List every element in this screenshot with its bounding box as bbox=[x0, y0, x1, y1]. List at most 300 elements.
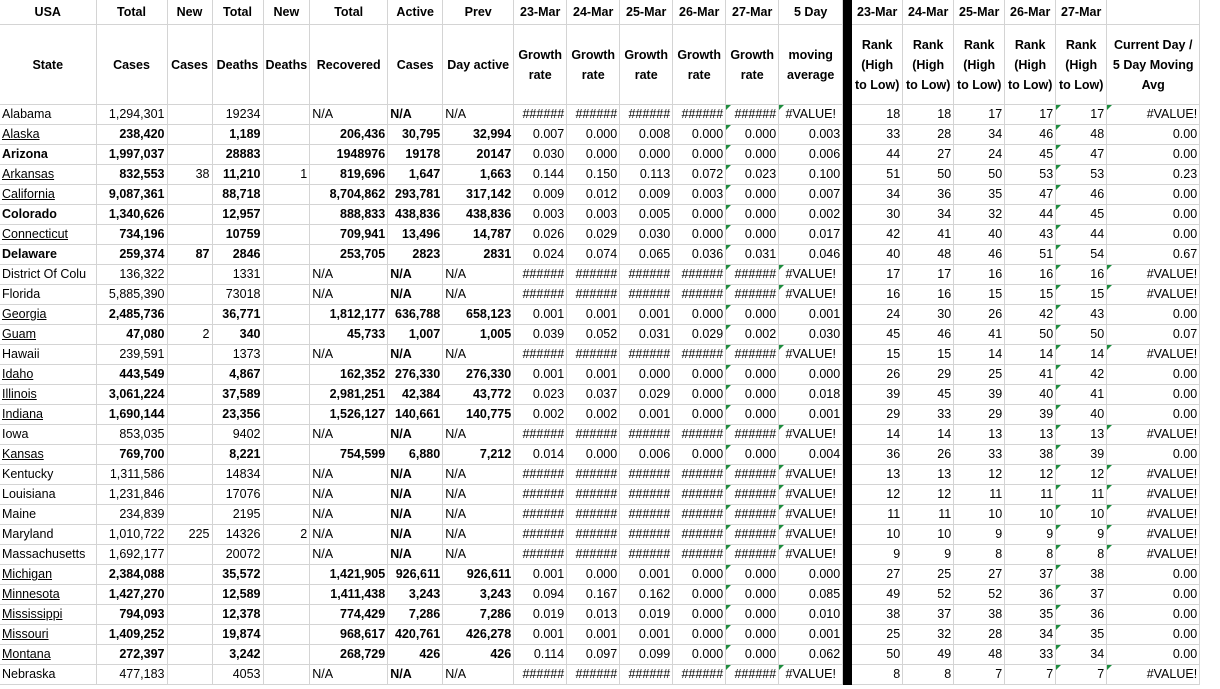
total-deaths-cell[interactable]: 73018 bbox=[212, 285, 263, 305]
growth-23-mar-cell[interactable]: ###### bbox=[514, 265, 567, 285]
header-rank-25-mar[interactable]: 25-Mar bbox=[954, 0, 1005, 25]
prev-day-active-cell[interactable]: 438,836 bbox=[443, 205, 514, 225]
rank-25-mar-cell[interactable]: 13 bbox=[954, 425, 1005, 445]
total-recovered-cell[interactable]: 45,733 bbox=[310, 325, 388, 345]
rank-26-mar-cell[interactable]: 11 bbox=[1005, 485, 1056, 505]
rank-25-mar-cell[interactable]: 24 bbox=[954, 145, 1005, 165]
rank-24-mar-cell[interactable]: 28 bbox=[903, 125, 954, 145]
total-cases-cell[interactable]: 443,549 bbox=[96, 365, 167, 385]
rank-24-mar-cell[interactable]: 49 bbox=[903, 645, 954, 665]
growth-24-mar-cell[interactable]: 0.097 bbox=[567, 645, 620, 665]
growth-23-mar-cell[interactable]: 0.144 bbox=[514, 165, 567, 185]
rank-27-mar-cell[interactable]: 7 bbox=[1056, 665, 1107, 685]
header-total-deaths[interactable]: Total bbox=[212, 0, 263, 25]
new-cases-cell[interactable] bbox=[167, 225, 212, 245]
total-deaths-cell[interactable]: 12,589 bbox=[212, 585, 263, 605]
current-vs-avg-cell[interactable]: 0.00 bbox=[1107, 305, 1200, 325]
growth-25-mar-cell[interactable]: ###### bbox=[620, 425, 673, 445]
current-vs-avg-cell[interactable]: #VALUE! bbox=[1107, 465, 1200, 485]
new-cases-cell[interactable] bbox=[167, 485, 212, 505]
rank-23-mar-cell[interactable]: 30 bbox=[852, 205, 903, 225]
growth-23-mar-cell[interactable]: ###### bbox=[514, 105, 567, 125]
rank-25-mar-cell[interactable]: 39 bbox=[954, 385, 1005, 405]
growth-27-mar-cell[interactable]: 0.031 bbox=[726, 245, 779, 265]
rank-23-mar-cell[interactable]: 51 bbox=[852, 165, 903, 185]
rank-23-mar-cell[interactable]: 40 bbox=[852, 245, 903, 265]
rank-24-mar-cell[interactable]: 27 bbox=[903, 145, 954, 165]
growth-25-mar-cell[interactable]: ###### bbox=[620, 465, 673, 485]
new-cases-cell[interactable] bbox=[167, 605, 212, 625]
active-cases-cell[interactable]: 926,611 bbox=[388, 565, 443, 585]
growth-23-mar-cell[interactable]: 0.039 bbox=[514, 325, 567, 345]
growth-25-mar-cell[interactable]: 0.008 bbox=[620, 125, 673, 145]
growth-26-mar-cell[interactable]: 0.000 bbox=[673, 405, 726, 425]
state-link[interactable]: Kansas bbox=[0, 445, 96, 465]
rank-23-mar-cell[interactable]: 10 bbox=[852, 525, 903, 545]
rank-27-mar-cell[interactable]: 10 bbox=[1056, 505, 1107, 525]
growth-27-mar-cell[interactable]: ###### bbox=[726, 105, 779, 125]
current-vs-avg-cell[interactable]: #VALUE! bbox=[1107, 525, 1200, 545]
active-cases-cell[interactable]: N/A bbox=[388, 485, 443, 505]
state-name-cell[interactable]: Alabama bbox=[0, 105, 96, 125]
total-cases-cell[interactable]: 1,409,252 bbox=[96, 625, 167, 645]
growth-25-mar-cell[interactable]: ###### bbox=[620, 345, 673, 365]
total-cases-cell[interactable]: 47,080 bbox=[96, 325, 167, 345]
rank-26-mar-cell[interactable]: 14 bbox=[1005, 345, 1056, 365]
rank-25-mar-cell[interactable]: 8 bbox=[954, 545, 1005, 565]
total-cases-cell[interactable]: 1,294,301 bbox=[96, 105, 167, 125]
active-cases-cell[interactable]: 3,243 bbox=[388, 585, 443, 605]
rank-23-mar-cell[interactable]: 45 bbox=[852, 325, 903, 345]
new-cases-cell[interactable] bbox=[167, 465, 212, 485]
rank-24-mar-cell[interactable]: 8 bbox=[903, 665, 954, 685]
rank-26-mar-cell[interactable]: 10 bbox=[1005, 505, 1056, 525]
moving-average-cell[interactable]: 0.004 bbox=[779, 445, 843, 465]
active-cases-cell[interactable]: 1,647 bbox=[388, 165, 443, 185]
prev-day-active-cell[interactable]: 43,772 bbox=[443, 385, 514, 405]
current-vs-avg-cell[interactable]: 0.00 bbox=[1107, 405, 1200, 425]
active-cases-cell[interactable]: 13,496 bbox=[388, 225, 443, 245]
current-vs-avg-cell[interactable]: 0.00 bbox=[1107, 445, 1200, 465]
state-name-cell[interactable]: Massachusetts bbox=[0, 545, 96, 565]
rank-24-mar-cell[interactable]: 50 bbox=[903, 165, 954, 185]
state-link[interactable]: California bbox=[0, 185, 96, 205]
rank-23-mar-cell[interactable]: 18 bbox=[852, 105, 903, 125]
moving-average-cell[interactable]: 0.002 bbox=[779, 205, 843, 225]
growth-24-mar-cell[interactable]: 0.000 bbox=[567, 445, 620, 465]
growth-26-mar-cell[interactable]: 0.072 bbox=[673, 165, 726, 185]
state-link[interactable]: Michigan bbox=[0, 565, 96, 585]
header-rank-26-mar[interactable]: Rank (High to Low) bbox=[1005, 25, 1056, 105]
rank-27-mar-cell[interactable]: 15 bbox=[1056, 285, 1107, 305]
rank-23-mar-cell[interactable]: 16 bbox=[852, 285, 903, 305]
rank-25-mar-cell[interactable]: 40 bbox=[954, 225, 1005, 245]
total-deaths-cell[interactable]: 12,378 bbox=[212, 605, 263, 625]
rank-26-mar-cell[interactable]: 47 bbox=[1005, 185, 1056, 205]
growth-23-mar-cell[interactable]: ###### bbox=[514, 545, 567, 565]
rank-23-mar-cell[interactable]: 29 bbox=[852, 405, 903, 425]
growth-24-mar-cell[interactable]: ###### bbox=[567, 665, 620, 685]
moving-average-cell[interactable]: #VALUE! bbox=[779, 485, 843, 505]
growth-27-mar-cell[interactable]: 0.000 bbox=[726, 565, 779, 585]
rank-26-mar-cell[interactable]: 12 bbox=[1005, 465, 1056, 485]
header-growth-26-mar[interactable]: 26-Mar bbox=[673, 0, 726, 25]
growth-24-mar-cell[interactable]: ###### bbox=[567, 425, 620, 445]
growth-26-mar-cell[interactable]: ###### bbox=[673, 505, 726, 525]
current-vs-avg-cell[interactable]: 0.07 bbox=[1107, 325, 1200, 345]
moving-average-cell[interactable]: 0.017 bbox=[779, 225, 843, 245]
rank-23-mar-cell[interactable]: 36 bbox=[852, 445, 903, 465]
current-vs-avg-cell[interactable]: 0.00 bbox=[1107, 565, 1200, 585]
rank-26-mar-cell[interactable]: 16 bbox=[1005, 265, 1056, 285]
prev-day-active-cell[interactable]: 926,611 bbox=[443, 565, 514, 585]
prev-day-active-cell[interactable]: N/A bbox=[443, 105, 514, 125]
total-recovered-cell[interactable]: N/A bbox=[310, 545, 388, 565]
new-deaths-cell[interactable] bbox=[263, 385, 310, 405]
total-recovered-cell[interactable]: 253,705 bbox=[310, 245, 388, 265]
rank-23-mar-cell[interactable]: 49 bbox=[852, 585, 903, 605]
state-link[interactable]: Indiana bbox=[0, 405, 96, 425]
rank-26-mar-cell[interactable]: 43 bbox=[1005, 225, 1056, 245]
total-deaths-cell[interactable]: 4053 bbox=[212, 665, 263, 685]
growth-27-mar-cell[interactable]: 0.000 bbox=[726, 385, 779, 405]
new-cases-cell[interactable]: 225 bbox=[167, 525, 212, 545]
growth-24-mar-cell[interactable]: 0.000 bbox=[567, 565, 620, 585]
active-cases-cell[interactable]: 2823 bbox=[388, 245, 443, 265]
header-new-deaths[interactable]: Deaths bbox=[263, 25, 310, 105]
rank-24-mar-cell[interactable]: 37 bbox=[903, 605, 954, 625]
rank-25-mar-cell[interactable]: 35 bbox=[954, 185, 1005, 205]
growth-26-mar-cell[interactable]: 0.036 bbox=[673, 245, 726, 265]
prev-day-active-cell[interactable]: N/A bbox=[443, 345, 514, 365]
total-deaths-cell[interactable]: 23,356 bbox=[212, 405, 263, 425]
rank-25-mar-cell[interactable]: 41 bbox=[954, 325, 1005, 345]
rank-23-mar-cell[interactable]: 50 bbox=[852, 645, 903, 665]
total-cases-cell[interactable]: 1,340,626 bbox=[96, 205, 167, 225]
total-cases-cell[interactable]: 259,374 bbox=[96, 245, 167, 265]
growth-24-mar-cell[interactable]: 0.167 bbox=[567, 585, 620, 605]
active-cases-cell[interactable]: N/A bbox=[388, 285, 443, 305]
header-active-cases[interactable]: Cases bbox=[388, 25, 443, 105]
rank-27-mar-cell[interactable]: 37 bbox=[1056, 585, 1107, 605]
rank-23-mar-cell[interactable]: 34 bbox=[852, 185, 903, 205]
header-rank-25-mar[interactable]: Rank (High to Low) bbox=[954, 25, 1005, 105]
growth-25-mar-cell[interactable]: 0.030 bbox=[620, 225, 673, 245]
header-growth-26-mar[interactable]: Growth rate bbox=[673, 25, 726, 105]
growth-27-mar-cell[interactable]: 0.000 bbox=[726, 365, 779, 385]
rank-26-mar-cell[interactable]: 50 bbox=[1005, 325, 1056, 345]
prev-day-active-cell[interactable]: N/A bbox=[443, 545, 514, 565]
growth-24-mar-cell[interactable]: ###### bbox=[567, 525, 620, 545]
growth-23-mar-cell[interactable]: ###### bbox=[514, 485, 567, 505]
total-recovered-cell[interactable]: N/A bbox=[310, 505, 388, 525]
growth-27-mar-cell[interactable]: 0.000 bbox=[726, 625, 779, 645]
rank-23-mar-cell[interactable]: 42 bbox=[852, 225, 903, 245]
active-cases-cell[interactable]: 420,761 bbox=[388, 625, 443, 645]
total-cases-cell[interactable]: 1,997,037 bbox=[96, 145, 167, 165]
active-cases-cell[interactable]: 30,795 bbox=[388, 125, 443, 145]
total-recovered-cell[interactable]: 888,833 bbox=[310, 205, 388, 225]
growth-26-mar-cell[interactable]: 0.000 bbox=[673, 145, 726, 165]
state-link[interactable]: Missouri bbox=[0, 625, 96, 645]
rank-25-mar-cell[interactable]: 48 bbox=[954, 645, 1005, 665]
new-cases-cell[interactable] bbox=[167, 385, 212, 405]
total-deaths-cell[interactable]: 1,189 bbox=[212, 125, 263, 145]
new-cases-cell[interactable] bbox=[167, 105, 212, 125]
state-name-cell[interactable]: Kentucky bbox=[0, 465, 96, 485]
rank-27-mar-cell[interactable]: 48 bbox=[1056, 125, 1107, 145]
rank-26-mar-cell[interactable]: 44 bbox=[1005, 205, 1056, 225]
current-vs-avg-cell[interactable]: #VALUE! bbox=[1107, 545, 1200, 565]
prev-day-active-cell[interactable]: 140,775 bbox=[443, 405, 514, 425]
growth-26-mar-cell[interactable]: 0.000 bbox=[673, 445, 726, 465]
header-current-vs-avg[interactable]: Current Day / 5 Day Moving Avg bbox=[1107, 25, 1200, 105]
moving-average-cell[interactable]: 0.085 bbox=[779, 585, 843, 605]
total-recovered-cell[interactable]: 1948976 bbox=[310, 145, 388, 165]
moving-average-cell[interactable]: #VALUE! bbox=[779, 665, 843, 685]
growth-23-mar-cell[interactable]: 0.001 bbox=[514, 565, 567, 585]
rank-24-mar-cell[interactable]: 41 bbox=[903, 225, 954, 245]
current-vs-avg-cell[interactable]: 0.00 bbox=[1107, 205, 1200, 225]
total-deaths-cell[interactable]: 12,957 bbox=[212, 205, 263, 225]
header-growth-27-mar[interactable]: 27-Mar bbox=[726, 0, 779, 25]
active-cases-cell[interactable]: 6,880 bbox=[388, 445, 443, 465]
growth-27-mar-cell[interactable]: ###### bbox=[726, 545, 779, 565]
rank-27-mar-cell[interactable]: 14 bbox=[1056, 345, 1107, 365]
rank-27-mar-cell[interactable]: 50 bbox=[1056, 325, 1107, 345]
growth-24-mar-cell[interactable]: ###### bbox=[567, 285, 620, 305]
growth-27-mar-cell[interactable]: 0.000 bbox=[726, 405, 779, 425]
growth-25-mar-cell[interactable]: 0.099 bbox=[620, 645, 673, 665]
header-total-cases[interactable]: Cases bbox=[96, 25, 167, 105]
state-link[interactable]: Connecticut bbox=[0, 225, 96, 245]
growth-27-mar-cell[interactable]: ###### bbox=[726, 265, 779, 285]
rank-23-mar-cell[interactable]: 26 bbox=[852, 365, 903, 385]
total-deaths-cell[interactable]: 17076 bbox=[212, 485, 263, 505]
new-deaths-cell[interactable] bbox=[263, 425, 310, 445]
new-deaths-cell[interactable] bbox=[263, 345, 310, 365]
growth-27-mar-cell[interactable]: 0.000 bbox=[726, 185, 779, 205]
header-total-recovered[interactable]: Recovered bbox=[310, 25, 388, 105]
growth-24-mar-cell[interactable]: 0.012 bbox=[567, 185, 620, 205]
rank-25-mar-cell[interactable]: 16 bbox=[954, 265, 1005, 285]
header-growth-27-mar[interactable]: Growth rate bbox=[726, 25, 779, 105]
rank-27-mar-cell[interactable]: 45 bbox=[1056, 205, 1107, 225]
growth-26-mar-cell[interactable]: 0.000 bbox=[673, 365, 726, 385]
prev-day-active-cell[interactable]: N/A bbox=[443, 465, 514, 485]
current-vs-avg-cell[interactable]: 0.00 bbox=[1107, 125, 1200, 145]
growth-24-mar-cell[interactable]: 0.013 bbox=[567, 605, 620, 625]
total-deaths-cell[interactable]: 14326 bbox=[212, 525, 263, 545]
active-cases-cell[interactable]: N/A bbox=[388, 345, 443, 365]
growth-25-mar-cell[interactable]: 0.029 bbox=[620, 385, 673, 405]
total-cases-cell[interactable]: 832,553 bbox=[96, 165, 167, 185]
active-cases-cell[interactable]: 1,007 bbox=[388, 325, 443, 345]
new-cases-cell[interactable] bbox=[167, 285, 212, 305]
growth-23-mar-cell[interactable]: 0.002 bbox=[514, 405, 567, 425]
header-moving-average[interactable]: moving average bbox=[779, 25, 843, 105]
new-deaths-cell[interactable] bbox=[263, 365, 310, 385]
rank-26-mar-cell[interactable]: 9 bbox=[1005, 525, 1056, 545]
rank-27-mar-cell[interactable]: 53 bbox=[1056, 165, 1107, 185]
growth-25-mar-cell[interactable]: ###### bbox=[620, 265, 673, 285]
new-deaths-cell[interactable] bbox=[263, 625, 310, 645]
prev-day-active-cell[interactable]: 426,278 bbox=[443, 625, 514, 645]
header-rank-24-mar[interactable]: 24-Mar bbox=[903, 0, 954, 25]
new-deaths-cell[interactable] bbox=[263, 505, 310, 525]
total-recovered-cell[interactable]: 819,696 bbox=[310, 165, 388, 185]
total-cases-cell[interactable]: 1,427,270 bbox=[96, 585, 167, 605]
rank-24-mar-cell[interactable]: 52 bbox=[903, 585, 954, 605]
total-recovered-cell[interactable]: 162,352 bbox=[310, 365, 388, 385]
header-rank-27-mar[interactable]: Rank (High to Low) bbox=[1056, 25, 1107, 105]
rank-26-mar-cell[interactable]: 38 bbox=[1005, 445, 1056, 465]
prev-day-active-cell[interactable]: N/A bbox=[443, 265, 514, 285]
moving-average-cell[interactable]: #VALUE! bbox=[779, 425, 843, 445]
prev-day-active-cell[interactable]: 7,286 bbox=[443, 605, 514, 625]
prev-day-active-cell[interactable]: 2831 bbox=[443, 245, 514, 265]
growth-23-mar-cell[interactable]: 0.023 bbox=[514, 385, 567, 405]
rank-24-mar-cell[interactable]: 29 bbox=[903, 365, 954, 385]
rank-26-mar-cell[interactable]: 17 bbox=[1005, 105, 1056, 125]
active-cases-cell[interactable]: N/A bbox=[388, 265, 443, 285]
growth-25-mar-cell[interactable]: 0.005 bbox=[620, 205, 673, 225]
state-name-cell[interactable]: Arizona bbox=[0, 145, 96, 165]
total-cases-cell[interactable]: 1,311,586 bbox=[96, 465, 167, 485]
growth-26-mar-cell[interactable]: 0.000 bbox=[673, 305, 726, 325]
new-deaths-cell[interactable] bbox=[263, 105, 310, 125]
growth-24-mar-cell[interactable]: 0.074 bbox=[567, 245, 620, 265]
current-vs-avg-cell[interactable]: 0.00 bbox=[1107, 645, 1200, 665]
rank-23-mar-cell[interactable]: 17 bbox=[852, 265, 903, 285]
rank-27-mar-cell[interactable]: 11 bbox=[1056, 485, 1107, 505]
growth-24-mar-cell[interactable]: 0.001 bbox=[567, 365, 620, 385]
current-vs-avg-cell[interactable]: 0.67 bbox=[1107, 245, 1200, 265]
rank-25-mar-cell[interactable]: 7 bbox=[954, 665, 1005, 685]
growth-24-mar-cell[interactable]: ###### bbox=[567, 545, 620, 565]
rank-25-mar-cell[interactable]: 34 bbox=[954, 125, 1005, 145]
moving-average-cell[interactable]: 0.003 bbox=[779, 125, 843, 145]
state-link[interactable]: Arkansas bbox=[0, 165, 96, 185]
new-deaths-cell[interactable] bbox=[263, 485, 310, 505]
rank-26-mar-cell[interactable]: 53 bbox=[1005, 165, 1056, 185]
rank-24-mar-cell[interactable]: 33 bbox=[903, 405, 954, 425]
rank-25-mar-cell[interactable]: 17 bbox=[954, 105, 1005, 125]
growth-25-mar-cell[interactable]: 0.001 bbox=[620, 405, 673, 425]
moving-average-cell[interactable]: #VALUE! bbox=[779, 505, 843, 525]
rank-26-mar-cell[interactable]: 45 bbox=[1005, 145, 1056, 165]
current-vs-avg-cell[interactable]: 0.23 bbox=[1107, 165, 1200, 185]
new-cases-cell[interactable] bbox=[167, 205, 212, 225]
header-new-deaths[interactable]: New bbox=[263, 0, 310, 25]
total-deaths-cell[interactable]: 3,242 bbox=[212, 645, 263, 665]
growth-23-mar-cell[interactable]: 0.003 bbox=[514, 205, 567, 225]
rank-26-mar-cell[interactable]: 42 bbox=[1005, 305, 1056, 325]
rank-24-mar-cell[interactable]: 12 bbox=[903, 485, 954, 505]
growth-24-mar-cell[interactable]: 0.052 bbox=[567, 325, 620, 345]
new-cases-cell[interactable] bbox=[167, 625, 212, 645]
prev-day-active-cell[interactable]: 1,663 bbox=[443, 165, 514, 185]
growth-27-mar-cell[interactable]: ###### bbox=[726, 485, 779, 505]
active-cases-cell[interactable]: N/A bbox=[388, 665, 443, 685]
growth-27-mar-cell[interactable]: ###### bbox=[726, 505, 779, 525]
new-cases-cell[interactable] bbox=[167, 145, 212, 165]
new-cases-cell[interactable] bbox=[167, 445, 212, 465]
new-deaths-cell[interactable] bbox=[263, 125, 310, 145]
moving-average-cell[interactable]: #VALUE! bbox=[779, 105, 843, 125]
rank-24-mar-cell[interactable]: 48 bbox=[903, 245, 954, 265]
new-cases-cell[interactable] bbox=[167, 405, 212, 425]
total-recovered-cell[interactable]: 1,411,438 bbox=[310, 585, 388, 605]
growth-23-mar-cell[interactable]: 0.001 bbox=[514, 625, 567, 645]
growth-25-mar-cell[interactable]: 0.006 bbox=[620, 445, 673, 465]
header-current-vs-avg[interactable] bbox=[1107, 0, 1200, 25]
current-vs-avg-cell[interactable]: 0.00 bbox=[1107, 145, 1200, 165]
rank-26-mar-cell[interactable]: 7 bbox=[1005, 665, 1056, 685]
state-name-cell[interactable]: Colorado bbox=[0, 205, 96, 225]
growth-23-mar-cell[interactable]: ###### bbox=[514, 665, 567, 685]
new-cases-cell[interactable] bbox=[167, 305, 212, 325]
growth-26-mar-cell[interactable]: 0.000 bbox=[673, 565, 726, 585]
rank-25-mar-cell[interactable]: 15 bbox=[954, 285, 1005, 305]
growth-25-mar-cell[interactable]: 0.001 bbox=[620, 305, 673, 325]
header-rank-27-mar[interactable]: 27-Mar bbox=[1056, 0, 1107, 25]
growth-27-mar-cell[interactable]: 0.000 bbox=[726, 585, 779, 605]
header-total-recovered[interactable]: Total bbox=[310, 0, 388, 25]
prev-day-active-cell[interactable]: 3,243 bbox=[443, 585, 514, 605]
total-deaths-cell[interactable]: 28883 bbox=[212, 145, 263, 165]
total-recovered-cell[interactable]: N/A bbox=[310, 665, 388, 685]
growth-27-mar-cell[interactable]: 0.000 bbox=[726, 205, 779, 225]
growth-25-mar-cell[interactable]: ###### bbox=[620, 505, 673, 525]
header-growth-25-mar[interactable]: Growth rate bbox=[620, 25, 673, 105]
new-deaths-cell[interactable] bbox=[263, 645, 310, 665]
rank-24-mar-cell[interactable]: 45 bbox=[903, 385, 954, 405]
prev-day-active-cell[interactable]: N/A bbox=[443, 485, 514, 505]
active-cases-cell[interactable]: N/A bbox=[388, 465, 443, 485]
new-cases-cell[interactable] bbox=[167, 425, 212, 445]
rank-24-mar-cell[interactable]: 15 bbox=[903, 345, 954, 365]
growth-24-mar-cell[interactable]: 0.001 bbox=[567, 305, 620, 325]
active-cases-cell[interactable]: N/A bbox=[388, 505, 443, 525]
growth-26-mar-cell[interactable]: 0.029 bbox=[673, 325, 726, 345]
growth-23-mar-cell[interactable]: ###### bbox=[514, 285, 567, 305]
rank-25-mar-cell[interactable]: 29 bbox=[954, 405, 1005, 425]
new-deaths-cell[interactable] bbox=[263, 405, 310, 425]
state-link[interactable]: Alaska bbox=[0, 125, 96, 145]
growth-24-mar-cell[interactable]: ###### bbox=[567, 505, 620, 525]
state-name-cell[interactable]: Maryland bbox=[0, 525, 96, 545]
total-recovered-cell[interactable]: 8,704,862 bbox=[310, 185, 388, 205]
total-cases-cell[interactable]: 234,839 bbox=[96, 505, 167, 525]
prev-day-active-cell[interactable]: 658,123 bbox=[443, 305, 514, 325]
growth-23-mar-cell[interactable]: ###### bbox=[514, 425, 567, 445]
new-deaths-cell[interactable] bbox=[263, 665, 310, 685]
total-cases-cell[interactable]: 272,397 bbox=[96, 645, 167, 665]
total-deaths-cell[interactable]: 9402 bbox=[212, 425, 263, 445]
active-cases-cell[interactable]: 7,286 bbox=[388, 605, 443, 625]
total-deaths-cell[interactable]: 2846 bbox=[212, 245, 263, 265]
new-deaths-cell[interactable] bbox=[263, 185, 310, 205]
rank-23-mar-cell[interactable]: 8 bbox=[852, 665, 903, 685]
growth-23-mar-cell[interactable]: 0.007 bbox=[514, 125, 567, 145]
total-deaths-cell[interactable]: 35,572 bbox=[212, 565, 263, 585]
rank-23-mar-cell[interactable]: 33 bbox=[852, 125, 903, 145]
total-recovered-cell[interactable]: N/A bbox=[310, 465, 388, 485]
total-cases-cell[interactable]: 794,093 bbox=[96, 605, 167, 625]
rank-23-mar-cell[interactable]: 15 bbox=[852, 345, 903, 365]
current-vs-avg-cell[interactable]: #VALUE! bbox=[1107, 285, 1200, 305]
